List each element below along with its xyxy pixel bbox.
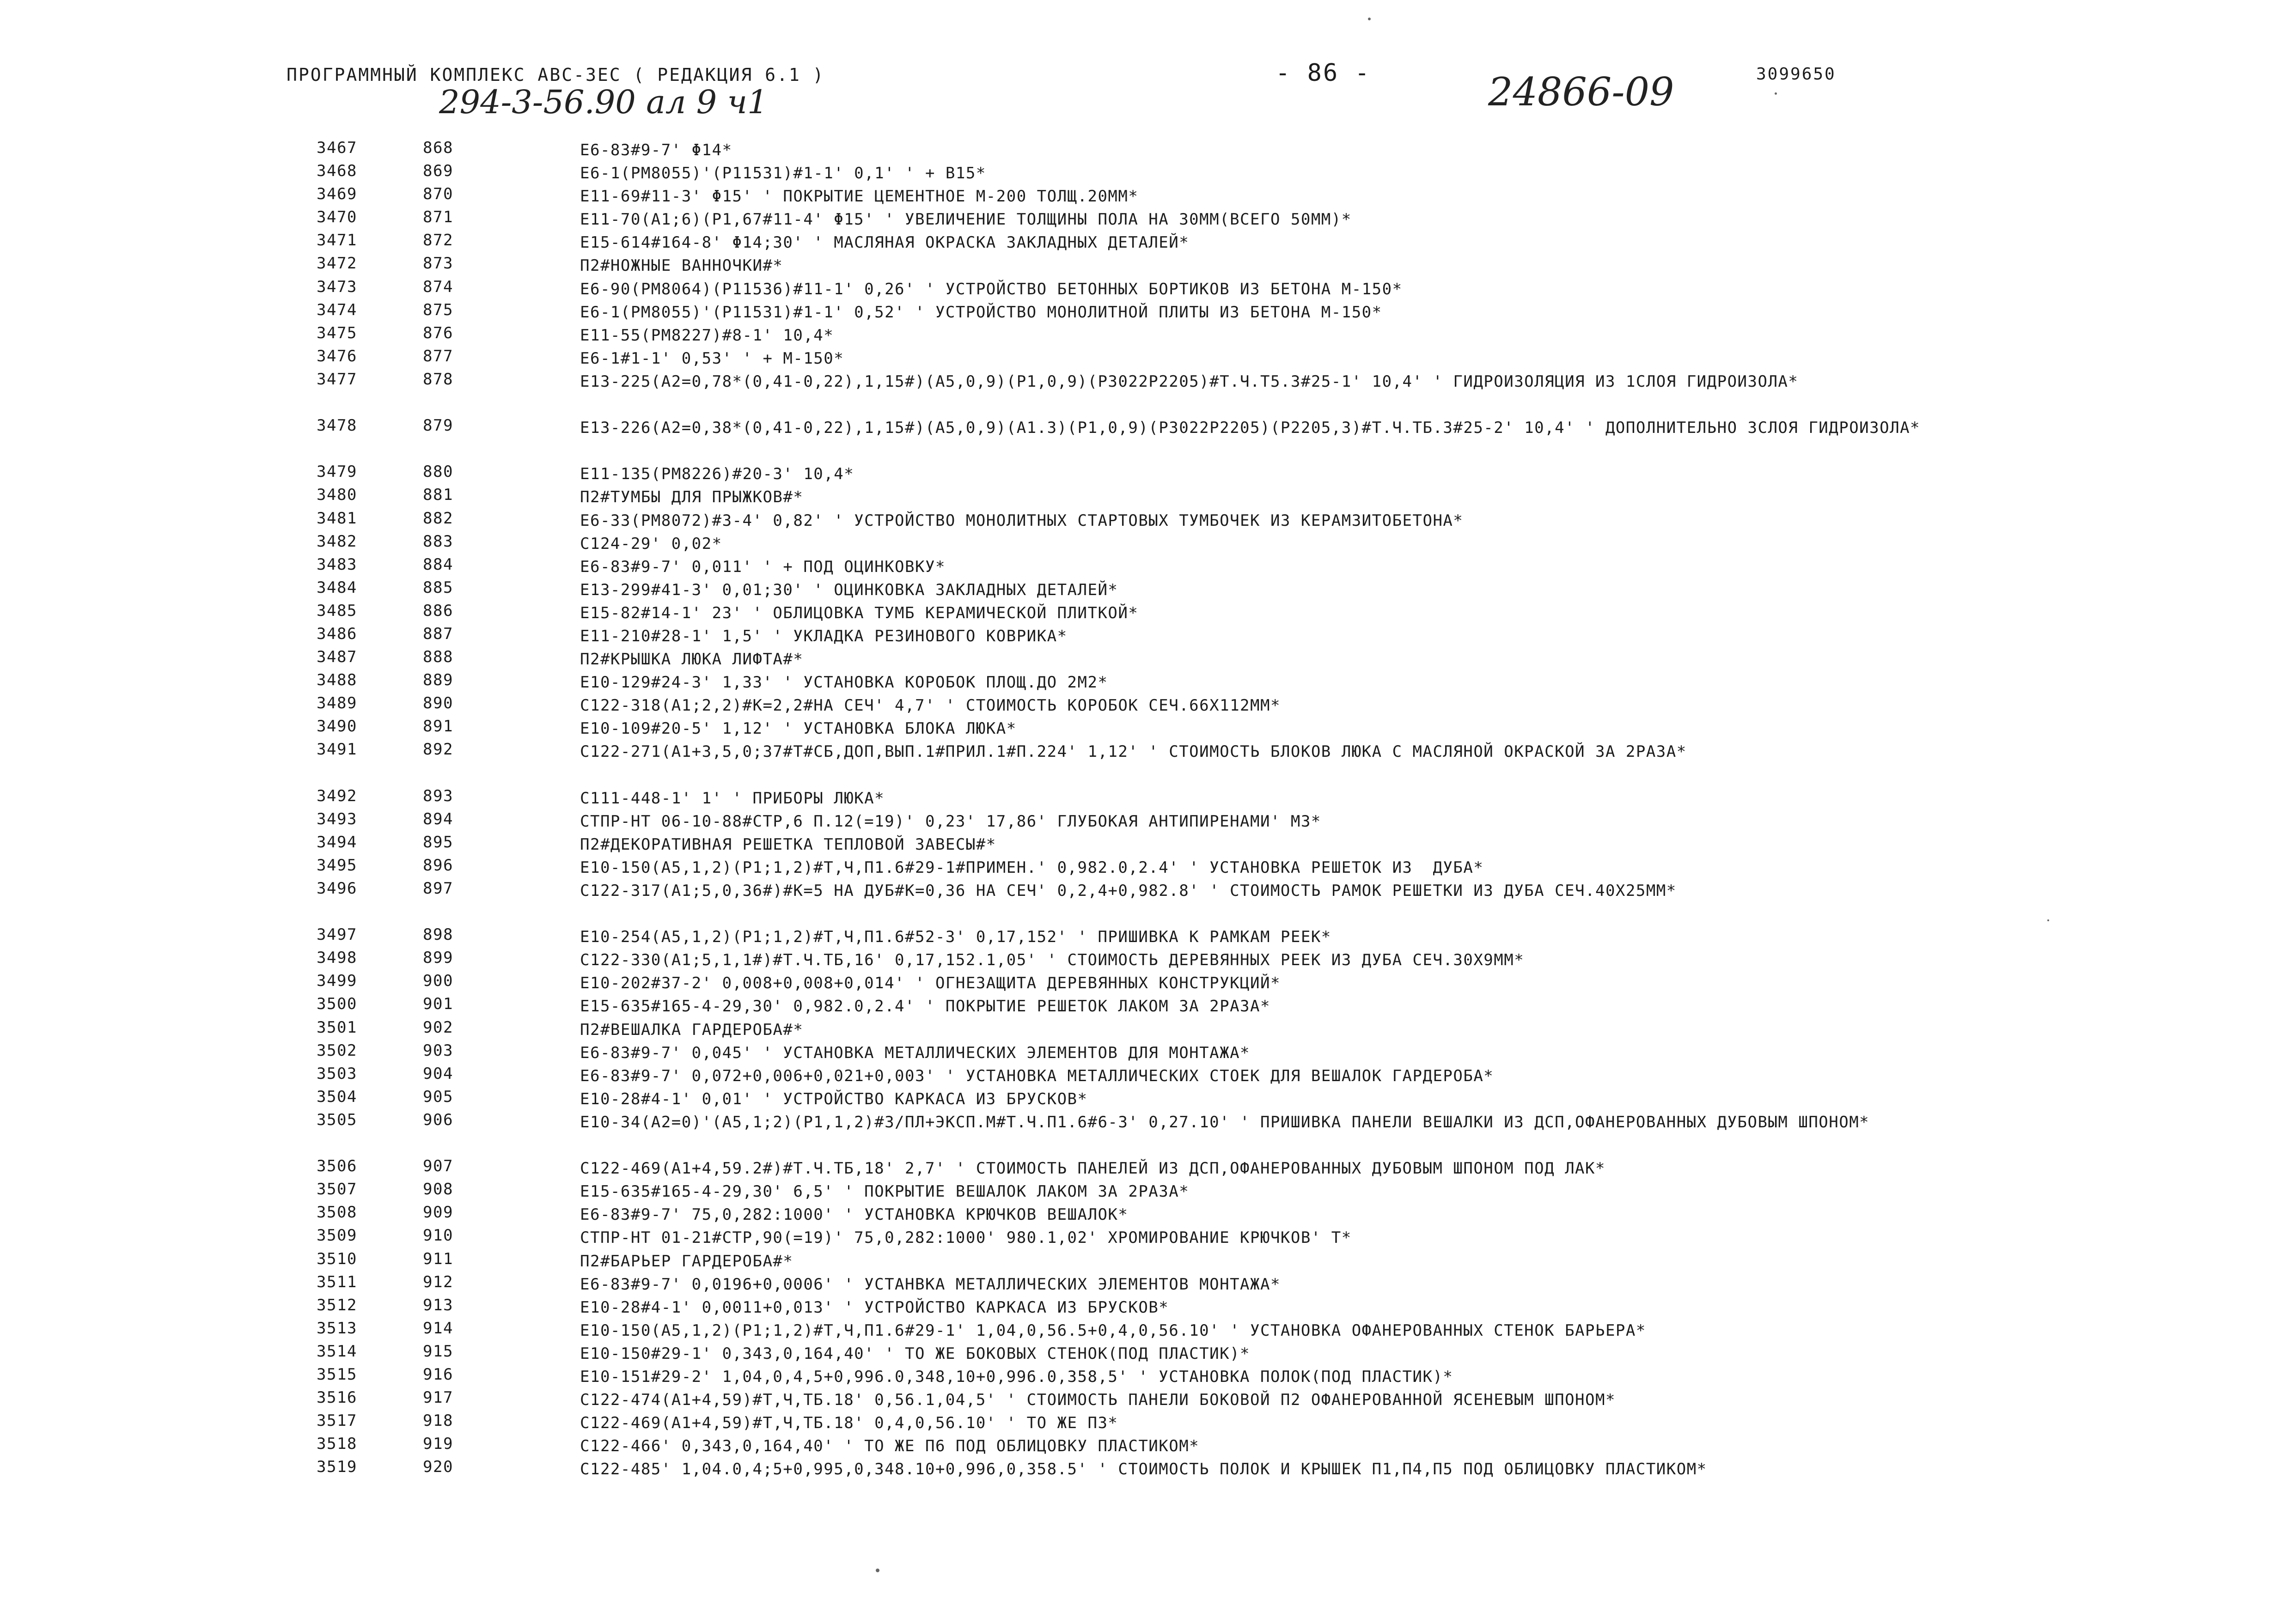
listing-row — [0, 972, 2295, 995]
listing-row — [0, 1411, 2295, 1435]
row-position-number: 912 — [423, 1272, 453, 1291]
row-text: Е11-69#11-3' Φ15' ' ПОКРЫТИЕ ЦЕМЕНТНОЕ М-200 ТОЛЩ.20ММ* — [580, 187, 1139, 206]
row-position-number: 888 — [423, 648, 453, 667]
row-text: П2#ТУМБЫ ДЛЯ ПРЫЖКОВ#* — [580, 488, 804, 507]
row-position-number: 896 — [423, 856, 453, 875]
listing-row — [0, 879, 2295, 925]
row-position-number: 875 — [423, 300, 453, 319]
row-position-number: 883 — [423, 532, 453, 551]
row-position-number: 884 — [423, 555, 453, 574]
row-sequence-number: 3488 — [317, 671, 357, 690]
row-sequence-number: 3482 — [317, 532, 357, 551]
listing-row — [0, 740, 2295, 786]
row-position-number: 895 — [423, 833, 453, 852]
row-position-number: 878 — [423, 370, 453, 389]
listing-row — [0, 208, 2295, 231]
row-text: С122-271(А1+3,5,0;37#Т#СБ,ДОП,ВЫП.1#ПРИЛ.1#П.224' 1,12' ' СТОИМОСТЬ БЛОКОВ ЛЮКА С МАСЛЯНОЙ ОКРАСКОЙ ЗА 2РАЗА* — [580, 742, 1687, 761]
row-sequence-number: 3516 — [317, 1388, 357, 1407]
row-sequence-number: 3510 — [317, 1249, 357, 1268]
row-text: П2#КРЫШКА ЛЮКА ЛИФТА#* — [580, 650, 804, 669]
row-position-number: 879 — [423, 416, 453, 435]
row-position-number: 870 — [423, 185, 453, 204]
row-sequence-number: 3469 — [317, 185, 357, 204]
row-text: Е10-202#37-2' 0,008+0,008+0,014' ' ОГНЕЗАЩИТА ДЕРЕВЯННЫХ КОНСТРУКЦИЙ* — [580, 974, 1281, 993]
row-text: Е10-254(А5,1,2)(Р1;1,2)#Т,Ч,П1.6#52-3' 0,17,152' ' ПРИШИВКА К РАМКАМ РЕЕК* — [580, 928, 1331, 947]
row-sequence-number: 3513 — [317, 1319, 357, 1338]
row-sequence-number: 3509 — [317, 1226, 357, 1245]
row-text: П2#ВЕШАЛКА ГАРДЕРОБА#* — [580, 1020, 804, 1039]
row-text: Е13-299#41-3' 0,01;30' ' ОЦИНКОВКА ЗАКЛАДНЫХ ДЕТАЛЕЙ* — [580, 580, 1118, 599]
row-text: СТПР-НТ 01-21#СТР,90(=19)' 75,0,282:1000' 980.1,02' ХРОМИРОВАНИЕ КРЮЧКОВ' Т* — [580, 1229, 1352, 1247]
listing-row — [0, 1111, 2295, 1157]
row-sequence-number: 3486 — [317, 624, 357, 643]
row-text: Е6-83#9-7' 0,045' ' УСТАНОВКА МЕТАЛЛИЧЕСКИХ ЭЛЕМЕНТОВ ДЛЯ МОНТАЖА* — [580, 1043, 1251, 1062]
row-position-number: 880 — [423, 462, 453, 481]
row-text: П2#ДЕКОРАТИВНАЯ РЕШЕТКА ТЕПЛОВОЙ ЗАВЕСЫ#* — [580, 835, 996, 854]
row-position-number: 915 — [423, 1342, 453, 1361]
row-position-number: 869 — [423, 162, 453, 181]
row-text: Е10-150(А5,1,2)(Р1;1,2)#Т,Ч,П1.6#29-1#ПРИМЕН.' 0,982.0,2.4' ' УСТАНОВКА РЕШЕТОК ИЗ ДУБА* — [580, 858, 1484, 877]
row-sequence-number: 3477 — [317, 370, 357, 389]
listing-row — [0, 370, 2295, 416]
row-position-number: 885 — [423, 578, 453, 597]
row-text: Е13-225(А2=0,78*(0,41-0,22),1,15#)(А5,0,9)(Р1,0,9)(Р3022Р2205)#Т.Ч.Т5.3#25-1' 10,4' ' ГИДРОИЗОЛЯЦИЯ ИЗ 1СЛОЯ ГИДРОИЗОЛА* — [580, 372, 1799, 391]
listing-row — [0, 1018, 2295, 1041]
row-sequence-number: 3483 — [317, 555, 357, 574]
row-position-number: 876 — [423, 323, 453, 342]
row-text: Е6-83#9-7' 75,0,282:1000' ' УСТАНОВКА КРЮЧКОВ ВЕШАЛОК* — [580, 1205, 1129, 1224]
listing-row — [0, 139, 2295, 162]
row-sequence-number: 3474 — [317, 300, 357, 319]
listing-row — [0, 648, 2295, 671]
row-text: Е6-83#9-7' 0,072+0,006+0,021+0,003' ' УСТАНОВКА МЕТАЛЛИЧЕСКИХ СТОЕК ДЛЯ ВЕШАЛОК ГАРДЕРОБА* — [580, 1066, 1494, 1085]
row-sequence-number: 3499 — [317, 972, 357, 991]
row-text: Е6-83#9-7' Φ14* — [580, 141, 732, 159]
row-position-number: 894 — [423, 809, 453, 828]
listing-row — [0, 578, 2295, 602]
row-position-number: 891 — [423, 717, 453, 736]
listing-row — [0, 1296, 2295, 1319]
listing-row — [0, 833, 2295, 856]
listing-row — [0, 694, 2295, 717]
listing-row — [0, 486, 2295, 509]
listing-row — [0, 925, 2295, 949]
row-position-number: 881 — [423, 486, 453, 505]
program-header: ПРОГРАММНЫЙ КОМПЛЕКС АВС-3ЕС ( РЕДАКЦИЯ 6.1 ) — [287, 65, 825, 85]
listing-row — [0, 856, 2295, 879]
row-text: Е11-70(А1;6)(Р1,67#11-4' Φ15' ' УВЕЛИЧЕНИЕ ТОЛЩИНЫ ПОЛА НА 30ММ(ВСЕГО 50ММ)* — [580, 210, 1352, 229]
listing-row — [0, 1342, 2295, 1365]
row-position-number: 871 — [423, 208, 453, 227]
row-text: Е10-129#24-3' 1,33' ' УСТАНОВКА КОРОБОК ПЛОЩ.ДО 2М2* — [580, 673, 1108, 692]
row-position-number: 889 — [423, 671, 453, 690]
row-text: Е10-28#4-1' 0,0011+0,013' ' УСТРОЙСТВО КАРКАСА ИЗ БРУСКОВ* — [580, 1298, 1169, 1317]
row-position-number: 890 — [423, 694, 453, 713]
row-text: Е11-135(РМ8226)#20-3' 10,4* — [580, 465, 855, 484]
row-sequence-number: 3485 — [317, 601, 357, 620]
row-position-number: 908 — [423, 1180, 453, 1199]
row-sequence-number: 3496 — [317, 879, 357, 898]
row-text: С122-466' 0,343,0,164,40' ' ТО ЖЕ П6 ПОД ОБЛИЦОВКУ ПЛАСТИКОМ* — [580, 1437, 1200, 1456]
row-sequence-number: 3515 — [317, 1365, 357, 1384]
row-text: Е15-635#165-4-29,30' 6,5' ' ПОКРЫТИЕ ВЕШАЛОК ЛАКОМ ЗА 2РАЗА* — [580, 1182, 1190, 1201]
row-position-number: 914 — [423, 1319, 453, 1338]
row-sequence-number: 3512 — [317, 1296, 357, 1314]
row-position-number: 903 — [423, 1041, 453, 1060]
row-sequence-number: 3479 — [317, 462, 357, 481]
row-sequence-number: 3487 — [317, 648, 357, 667]
row-sequence-number: 3497 — [317, 925, 357, 944]
row-sequence-number: 3501 — [317, 1018, 357, 1037]
scan-speck — [2047, 919, 2049, 921]
row-position-number: 907 — [423, 1157, 453, 1176]
row-text: С122-317(А1;5,0,36#)#К=5 НА ДУБ#К=0,36 НА СЕЧ' 0,2,4+0,982.8' ' СТОИМОСТЬ РАМОК РЕШЕТКИ ИЗ ДУБА СЕЧ.40Х25ММ* — [580, 882, 1677, 900]
listing-row — [0, 1273, 2295, 1296]
row-sequence-number: 3502 — [317, 1041, 357, 1060]
row-sequence-number: 3473 — [317, 277, 357, 296]
listing-row — [0, 301, 2295, 324]
row-sequence-number: 3517 — [317, 1411, 357, 1430]
row-position-number: 893 — [423, 786, 453, 805]
row-position-number: 916 — [423, 1365, 453, 1384]
row-position-number: 873 — [423, 254, 453, 273]
estimate-listing — [0, 139, 2295, 1504]
row-text: С122-474(А1+4,59)#Т,Ч,ТБ.18' 0,56.1,04,5' ' СТОИМОСТЬ ПАНЕЛИ БОКОВОЙ П2 ОФАНЕРОВАННОЙ ЯСЕНЕВЫМ ШПОНОМ* — [580, 1391, 1616, 1410]
listing-row — [0, 1180, 2295, 1203]
listing-row — [0, 625, 2295, 648]
row-position-number: 899 — [423, 949, 453, 967]
row-sequence-number: 3518 — [317, 1435, 357, 1454]
listing-row — [0, 1226, 2295, 1249]
listing-row — [0, 185, 2295, 208]
row-text: Е13-226(А2=0,38*(0,41-0,22),1,15#)(А5,0,9)(А1.3)(Р1,0,9)(Р3022Р2205)(Р2205,3)#Т.Ч.ТБ.3#25-2' 10,4' ' ДОПОЛНИТЕЛЬНО 3СЛОЯ ГИДРОИЗОЛА* — [580, 419, 1921, 438]
row-sequence-number: 3470 — [317, 208, 357, 227]
listing-row — [0, 1458, 2295, 1504]
row-position-number: 901 — [423, 995, 453, 1014]
row-text: Е15-82#14-1' 23' ' ОБЛИЦОВКА ТУМБ КЕРАМИЧЕСКОЙ ПЛИТКОЙ* — [580, 603, 1139, 622]
row-text: Е15-635#165-4-29,30' 0,982.0,2.4' ' ПОКРЫТИЕ РЕШЕТОК ЛАКОМ ЗА 2РАЗА* — [580, 997, 1270, 1016]
row-position-number: 874 — [423, 277, 453, 296]
listing-row — [0, 162, 2295, 185]
row-sequence-number: 3514 — [317, 1342, 357, 1361]
listing-row — [0, 1157, 2295, 1180]
listing-row — [0, 1088, 2295, 1111]
row-text: С122-318(А1;2,2)#К=2,2#НА СЕЧ' 4,7' ' СТОИМОСТЬ КОРОБОК СЕЧ.66Х112ММ* — [580, 696, 1281, 715]
row-sequence-number: 3519 — [317, 1458, 357, 1477]
row-sequence-number: 3504 — [317, 1087, 357, 1106]
row-text: С111-448-1' 1' ' ПРИБОРЫ ЛЮКА* — [580, 789, 885, 808]
listing-row — [0, 810, 2295, 833]
row-position-number: 905 — [423, 1087, 453, 1106]
listing-row — [0, 1319, 2295, 1342]
scan-speck — [1775, 92, 1777, 95]
row-sequence-number: 3491 — [317, 740, 357, 759]
row-position-number: 909 — [423, 1203, 453, 1222]
row-position-number: 906 — [423, 1110, 453, 1129]
row-position-number: 902 — [423, 1018, 453, 1037]
scan-speck — [876, 1569, 879, 1572]
row-position-number: 877 — [423, 347, 453, 365]
listing-row — [0, 787, 2295, 810]
row-position-number: 892 — [423, 740, 453, 759]
row-sequence-number: 3493 — [317, 809, 357, 828]
listing-row — [0, 995, 2295, 1018]
row-sequence-number: 3495 — [317, 856, 357, 875]
row-position-number: 897 — [423, 879, 453, 898]
row-sequence-number: 3505 — [317, 1110, 357, 1129]
row-text: Е6-1(РМ8055)'(Р11531)#1-1' 0,1' ' + В15* — [580, 164, 986, 183]
row-text: Е6-33(РМ8072)#3-4' 0,82' ' УСТРОЙСТВО МОНОЛИТНЫХ СТАРТОВЫХ ТУМБОЧЕК ИЗ КЕРАМЗИТОБЕТОНА* — [580, 511, 1464, 530]
listing-row — [0, 347, 2295, 370]
row-sequence-number: 3508 — [317, 1203, 357, 1222]
handwritten-reference-note: 294-3-56.90 ал 9 ч1 — [439, 83, 768, 121]
listing-row — [0, 462, 2295, 486]
row-text: Е10-150(А5,1,2)(Р1;1,2)#Т,Ч,П1.6#29-1' 1,04,0,56.5+0,4,0,56.10' ' УСТАНОВКА ОФАНЕРОВАННЫХ СТЕНОК БАРЬЕРА* — [580, 1321, 1646, 1340]
row-sequence-number: 3511 — [317, 1272, 357, 1291]
row-position-number: 886 — [423, 601, 453, 620]
row-sequence-number: 3484 — [317, 578, 357, 597]
row-sequence-number: 3506 — [317, 1157, 357, 1176]
listing-row — [0, 1365, 2295, 1388]
row-text: Е6-90(РМ8064)(Р11536)#11-1' 0,26' ' УСТРОЙСТВО БЕТОННЫХ БОРТИКОВ ИЗ БЕТОНА М-150* — [580, 280, 1403, 298]
row-sequence-number: 3494 — [317, 833, 357, 852]
row-text: Е10-151#29-2' 1,04,0,4,5+0,996.0,348,10+0,996.0,358,5' ' УСТАНОВКА ПОЛОК(ПОД ПЛАСТИК)* — [580, 1367, 1453, 1386]
listing-row — [0, 1041, 2295, 1064]
listing-row — [0, 717, 2295, 740]
row-sequence-number: 3507 — [317, 1180, 357, 1199]
row-text: С122-330(А1;5,1,1#)#Т.Ч.ТБ,16' 0,17,152.1,05' ' СТОИМОСТЬ ДЕРЕВЯННЫХ РЕЕК ИЗ ДУБА СЕЧ.30Х9ММ* — [580, 951, 1525, 970]
row-text: Е6-1(РМ8055)'(Р11531)#1-1' 0,52' ' УСТРОЙСТВО МОНОЛИТНОЙ ПЛИТЫ ИЗ БЕТОНА М-150* — [580, 303, 1382, 322]
listing-row — [0, 555, 2295, 578]
listing-row — [0, 532, 2295, 555]
row-text: Е6-1#1-1' 0,53' ' + М-150* — [580, 349, 844, 368]
row-sequence-number: 3489 — [317, 694, 357, 713]
handwritten-project-number: 24866-09 — [1488, 69, 1674, 115]
row-text: П2#БАРЬЕР ГАРДЕРОБА#* — [580, 1252, 793, 1271]
row-sequence-number: 3478 — [317, 416, 357, 435]
row-text: Е10-150#29-1' 0,343,0,164,40' ' ТО ЖЕ БОКОВЫХ СТЕНОК(ПОД ПЛАСТИК)* — [580, 1344, 1251, 1363]
row-position-number: 872 — [423, 231, 453, 250]
row-sequence-number: 3475 — [317, 323, 357, 342]
row-sequence-number: 3467 — [317, 139, 357, 157]
row-position-number: 918 — [423, 1411, 453, 1430]
row-sequence-number: 3492 — [317, 786, 357, 805]
listing-row — [0, 1388, 2295, 1411]
row-position-number: 911 — [423, 1249, 453, 1268]
row-sequence-number: 3481 — [317, 509, 357, 528]
row-sequence-number: 3498 — [317, 949, 357, 967]
row-sequence-number: 3480 — [317, 486, 357, 505]
row-position-number: 882 — [423, 509, 453, 528]
listing-row — [0, 671, 2295, 694]
row-text: Е11-55(РМ8227)#8-1' 10,4* — [580, 326, 834, 345]
page-number: - 86 - — [1276, 59, 1371, 87]
row-sequence-number: 3468 — [317, 162, 357, 181]
row-sequence-number: 3503 — [317, 1064, 357, 1083]
row-text: Е11-210#28-1' 1,5' ' УКЛАДКА РЕЗИНОВОГО КОВРИКА* — [580, 626, 1068, 645]
row-position-number: 910 — [423, 1226, 453, 1245]
row-sequence-number: 3471 — [317, 231, 357, 250]
row-text: С122-469(А1+4,59.2#)#Т.Ч.ТБ,18' 2,7' ' СТОИМОСТЬ ПАНЕЛЕЙ ИЗ ДСП,ОФАНЕРОВАННЫХ ДУБОВЫМ ШПОНОМ ПОД ЛАК* — [580, 1159, 1605, 1178]
listing-row — [0, 1435, 2295, 1458]
row-text: Е6-83#9-7' 0,011' ' + ПОД ОЦИНКОВКУ* — [580, 557, 946, 576]
row-text: С124-29' 0,02* — [580, 534, 722, 553]
row-position-number: 917 — [423, 1388, 453, 1407]
row-position-number: 887 — [423, 624, 453, 643]
row-text: С122-469(А1+4,59)#Т,Ч,ТБ.18' 0,4,0,56.10' ' ТО ЖЕ П3* — [580, 1414, 1118, 1433]
row-text: С122-485' 1,04.0,4;5+0,995,0,348.10+0,996,0,358.5' ' СТОИМОСТЬ ПОЛОК И КРЫШЕК П1,П4,П5 ПОД ОБЛИЦОВКУ ПЛАСТИКОМ* — [580, 1460, 1707, 1479]
row-position-number: 913 — [423, 1296, 453, 1314]
row-position-number: 898 — [423, 925, 453, 944]
row-text: П2#НОЖНЫЕ ВАННОЧКИ#* — [580, 256, 783, 275]
row-position-number: 900 — [423, 972, 453, 991]
listing-row — [0, 231, 2295, 254]
document-code: 3099650 — [1756, 65, 1836, 84]
row-sequence-number: 3500 — [317, 995, 357, 1014]
listing-row — [0, 1064, 2295, 1088]
row-position-number: 919 — [423, 1435, 453, 1454]
row-text: Е10-34(А2=0)'(А5,1;2)(Р1,1,2)#3/ПЛ+ЭКСП.М#Т.Ч.П1.6#6-3' 0,27.10' ' ПРИШИВКА ПАНЕЛИ ВЕШАЛКИ ИЗ ДСП,ОФАНЕРОВАННЫХ ДУБОВЫМ ШПОНОМ* — [580, 1113, 1870, 1131]
listing-row — [0, 416, 2295, 462]
listing-row — [0, 1203, 2295, 1226]
row-sequence-number: 3490 — [317, 717, 357, 736]
listing-row — [0, 949, 2295, 972]
row-text: Е6-83#9-7' 0,0196+0,0006' ' УСТАНВКА МЕТАЛЛИЧЕСКИХ ЭЛЕМЕНТОВ МОНТАЖА* — [580, 1275, 1281, 1294]
listing-row — [0, 602, 2295, 625]
row-sequence-number: 3472 — [317, 254, 357, 273]
row-text: Е10-109#20-5' 1,12' ' УСТАНОВКА БЛОКА ЛЮКА* — [580, 719, 1017, 738]
scan-speck — [1368, 18, 1371, 20]
listing-row — [0, 278, 2295, 301]
listing-row — [0, 509, 2295, 532]
row-text: Е15-614#164-8' Φ14;30' ' МАСЛЯНАЯ ОКРАСКА ЗАКЛАДНЫХ ДЕТАЛЕЙ* — [580, 233, 1190, 252]
row-position-number: 920 — [423, 1458, 453, 1477]
row-sequence-number: 3476 — [317, 347, 357, 365]
listing-row — [0, 1250, 2295, 1273]
row-text: Е10-28#4-1' 0,01' ' УСТРОЙСТВО КАРКАСА ИЗ БРУСКОВ* — [580, 1089, 1088, 1108]
row-text: СТПР-НТ 06-10-88#СТР,6 П.12(=19)' 0,23' 17,86' ГЛУБОКАЯ АНТИПИРЕНАМИ' М3* — [580, 812, 1321, 831]
row-position-number: 904 — [423, 1064, 453, 1083]
listing-row — [0, 254, 2295, 277]
listing-row — [0, 324, 2295, 347]
row-position-number: 868 — [423, 139, 453, 157]
